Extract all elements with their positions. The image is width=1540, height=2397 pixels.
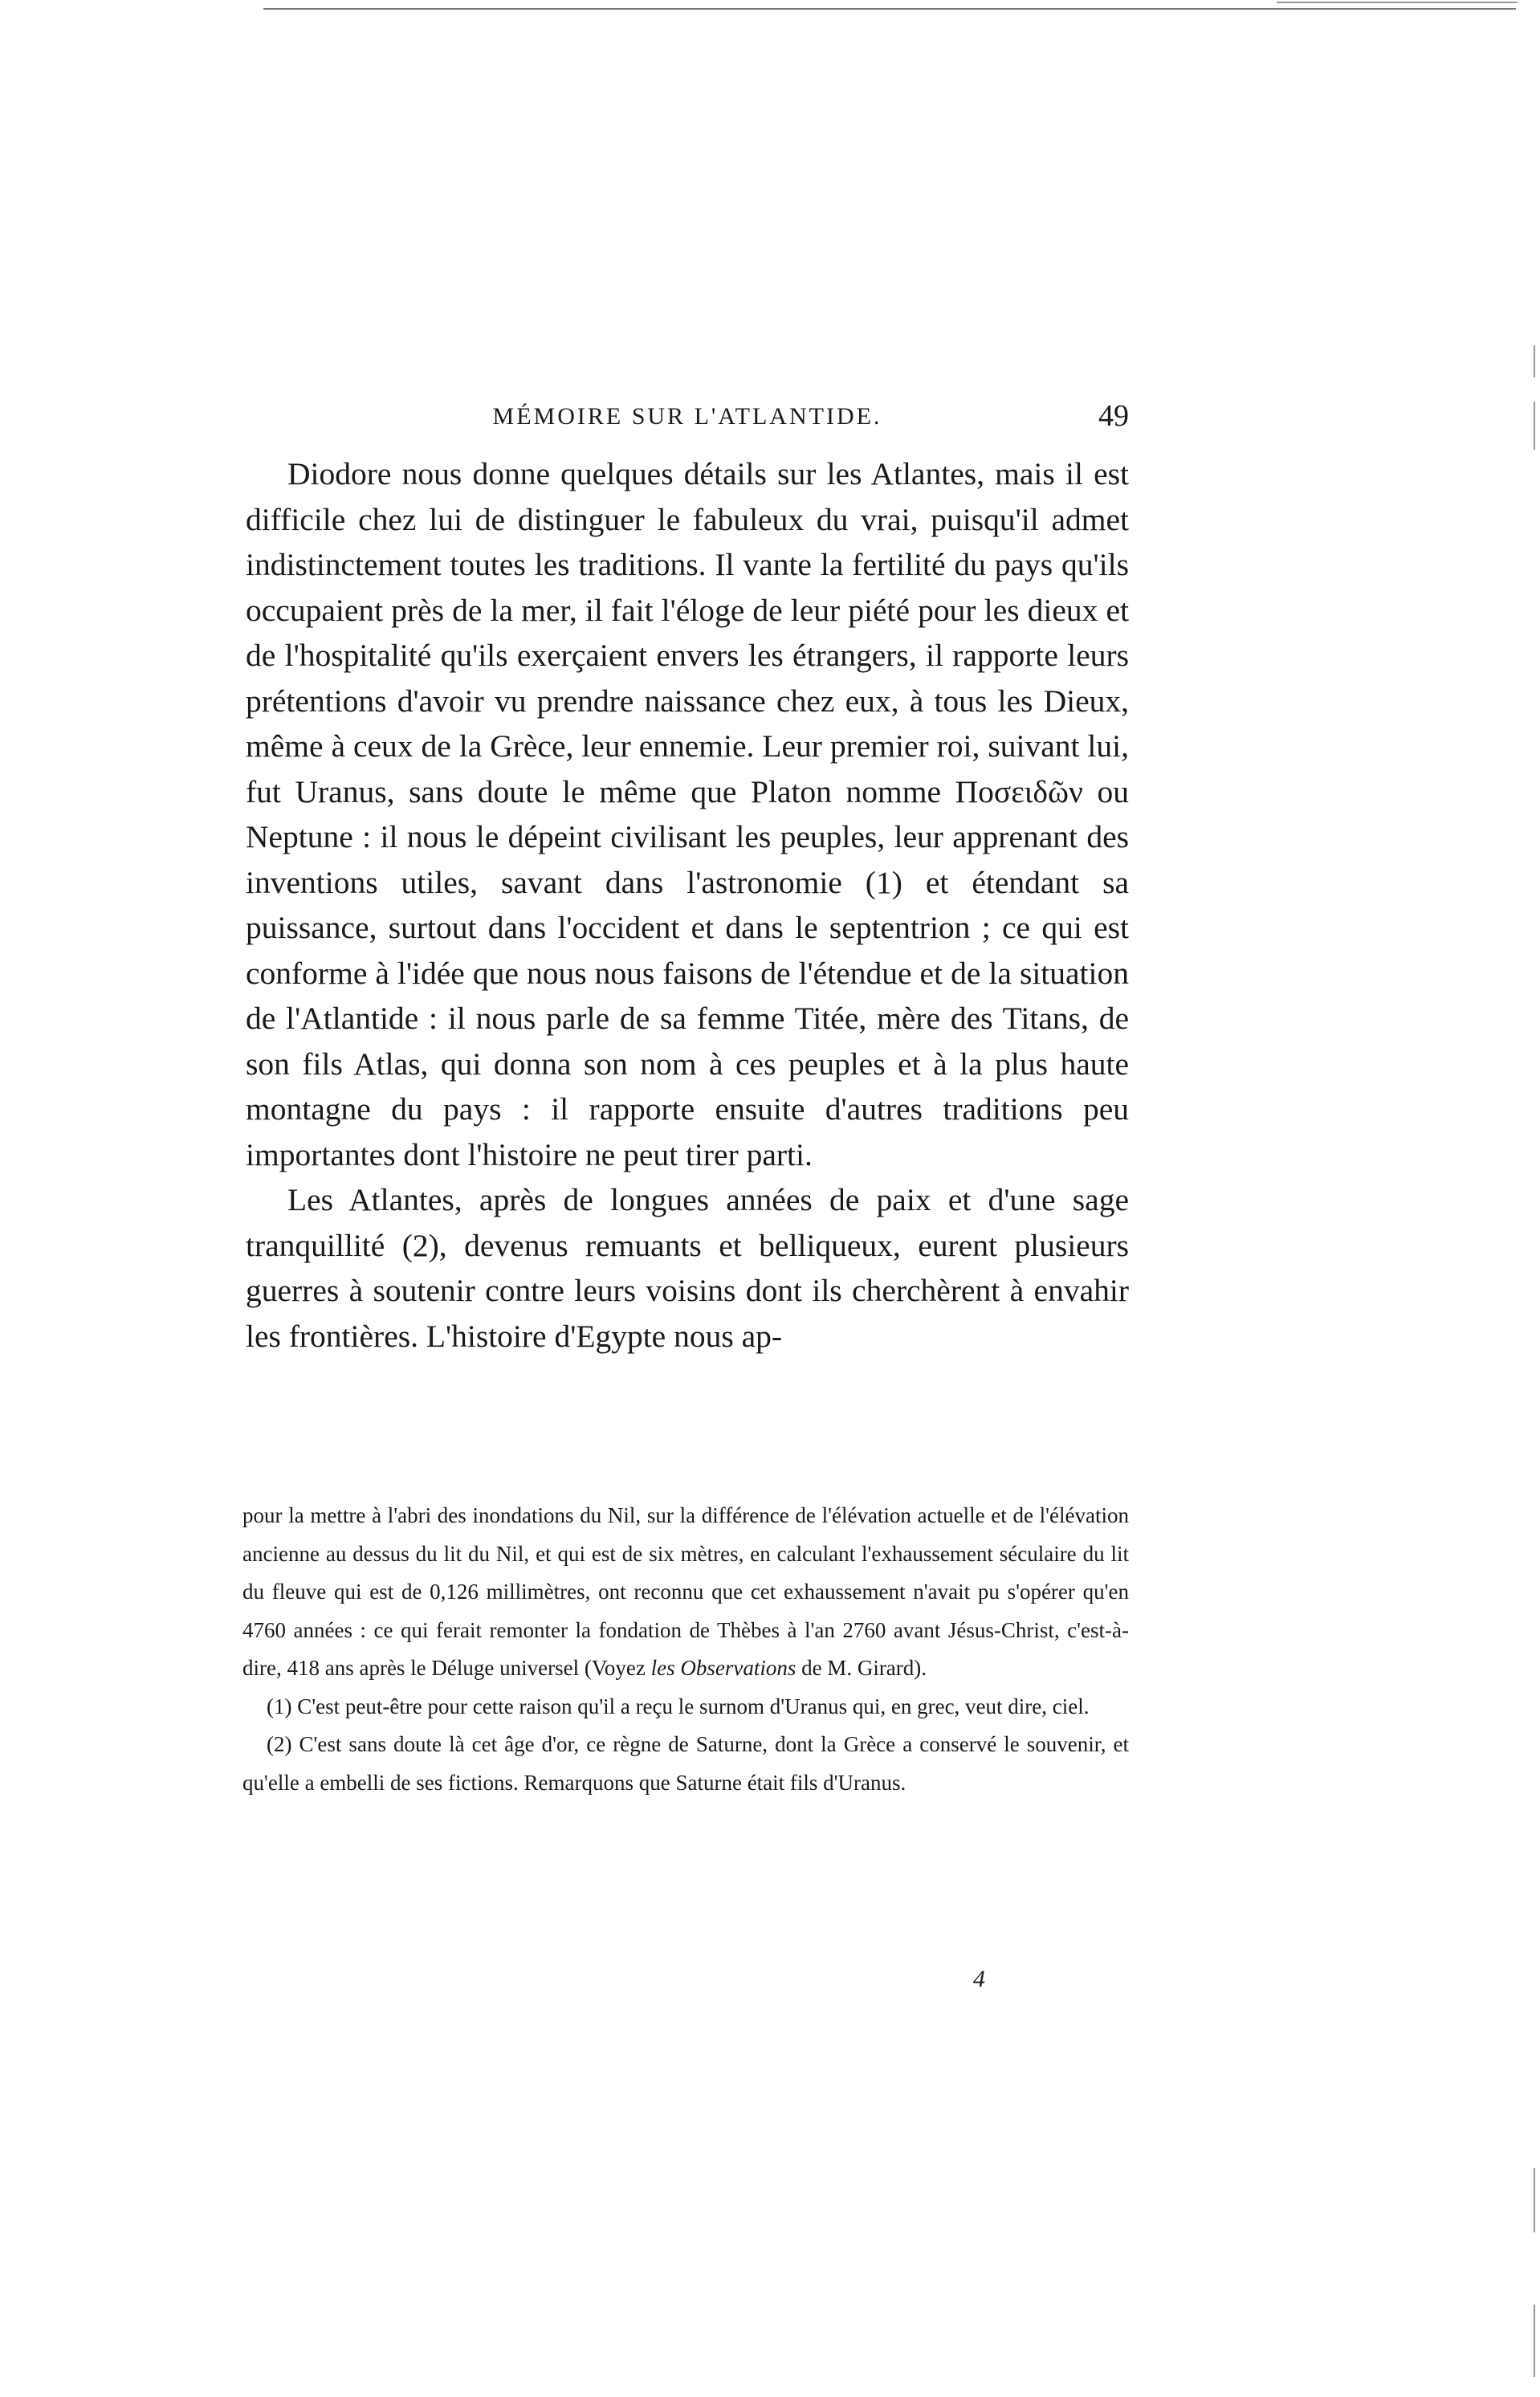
body-paragraph: Les Atlantes, après de longues années de paix et d'une sage tranquillité (2), devenus remuants et belliqueux, eurent plusieurs guerres à soutenir contre leurs voisins dont ils cherchèrent à envahir les frontières. L'histoire d'Egypte nous ap- (246, 1182, 1129, 1354)
page-header (246, 395, 1129, 435)
scan-edge-mark (1534, 2305, 1535, 2377)
scan-edge-mark (1534, 2168, 1535, 2232)
signature-mark: 4 (973, 1966, 985, 1992)
scan-edge-mark (1534, 402, 1535, 450)
scan-top-rule (263, 8, 1516, 10)
footnote-2: (2) C'est sans doute là cet âge d'or, ce règne de Saturne, dont la Grèce a conservé le souvenir, et qu'elle a embelli de ses fictions. Remarquons que Saturne était fils d'Uranus. (242, 1732, 1129, 1795)
footnotes (242, 1497, 1129, 1802)
footnote-continuation-text: pour la mettre à l'abri des inondations du Nil, sur la différence de l'élévation actuelle et de l'élévation ancienne au dessus du lit du Nil, et qui est de six mètres, en calculant l'exhaussement séculaire du lit du fleuve qui est de 0,126 millimètres, ont reconnu que cet exhaussement n'avait pu s'opérer qu'en 4760 années : ce qui ferait remonter la fondation de Thèbes à l'an 2760 avant Jésus-Christ, c'est-à-dire, 418 ans après le Déluge universel (Voyez (242, 1503, 1129, 1680)
footnote-continuation (242, 1497, 1129, 1688)
running-title: MÉMOIRE SUR L'ATLANTIDE. (492, 403, 882, 430)
body-paragraph: Diodore nous donne quelques détails sur les Atlantes, mais il est difficile chez lui de distinguer le fabuleux du vrai, puisqu'il admet indistinctement toutes les traditions. Il vante la fertilité du pays qu'ils occupaient près de la mer, il fait l'éloge de leur piété pour les dieux et de l'hospitalité qu'ils exerçaient envers les étrangers, il rapporte leurs prétentions d'avoir vu prendre naissance chez eux, à tous les Dieux, même à ceux de la Grèce, leur ennemie. Leur premier roi, suivant lui, fut Uranus, sans doute le même que Platon nomme Ποσειδῶν ou Neptune : il nous le dépeint civilisant les peuples, leur apprenant des inventions utiles, savant dans l'astronomie (1) et étendant sa puissance, surtout dans l'occident et dans le septentrion ; ce qui est conforme à l'idée que nous nous faisons de l'étendue et de la situation de l'Atlantide : il nous parle de sa femme Titée, mère des Titans, de son fils Atlas, qui donna son nom à ces peuples et à la plus haute montagne du pays : il rapporte ensuite d'autres traditions peu importantes dont l'histoire ne peut tirer parti. (246, 456, 1129, 1172)
footnote-1: (1) C'est peut-être pour cette raison qu'il a reçu le surnom d'Uranus qui, en grec, veut dire, ciel. (267, 1694, 1090, 1718)
footnote-continuation-end: de M. Girard). (801, 1656, 927, 1680)
main-text (246, 451, 1129, 1359)
scan-edge-mark (1534, 345, 1535, 377)
scan-top-rule-right (1277, 2, 1518, 3)
page-number: 49 (1098, 399, 1129, 433)
footnote-italic-title: les Observations (650, 1656, 796, 1680)
